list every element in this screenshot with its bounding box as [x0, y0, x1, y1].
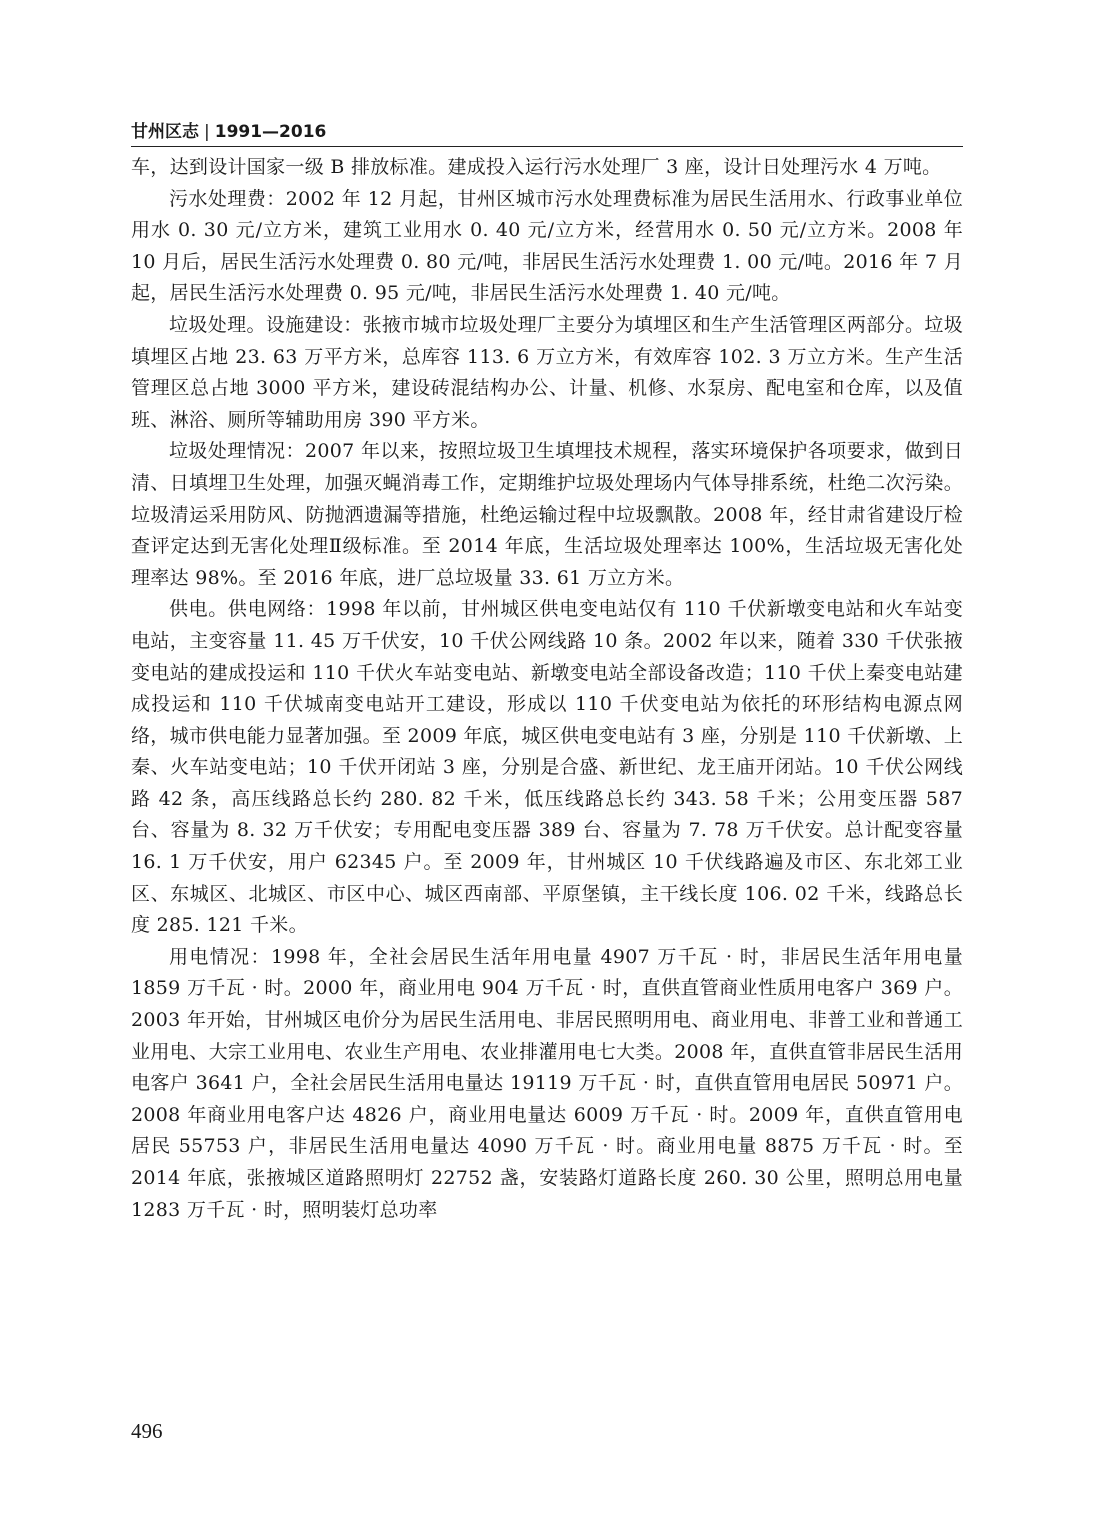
paragraph-garbage-handling: 垃圾处理情况：2007 年以来，按照垃圾卫生填埋技术规程，落实环境保护各项要求，做到日清、日填埋卫生处理，加强灭蝇消毒工作，定期维护垃圾处理场内气体导排系统，杜绝二次污染。垃圾清运采用防风、防抛洒遗漏等措施，杜绝运输过程中垃圾飘散。2008 年，经甘肃省建设厅检查评定达到无害化处理Ⅱ级标准。至 2014 年底，生活垃圾处理率达 100%，生活垃圾无害化处理率达 98%。至 2016 年底，进厂总垃圾量 33. 61 万立方米。: [131, 440, 963, 589]
book-title: 甘州区志: [131, 122, 199, 142]
paragraph-continued: 车，达到设计国家一级 B 排放标准。建成投入运行污水处理厂 3 座，设计日处理污水 4 万吨。: [131, 156, 942, 178]
paragraph-power-supply: 供电。供电网络：1998 年以前，甘州城区供电变电站仅有 110 千伏新墩变电站和火车站变电站，主变容量 11. 45 万千伏安，10 千伏公网线路 10 条。2002 年以来，随着 330 千伏张掖变电站的建成投运和 110 千伏火车站变电站、新墩变电站全部设备改造；110 千伏上秦变电站建成投运和 110 千伏城南变电站开工建设，形成以 110 千伏变电站为依托的环形结构电源点网络，城市供电能力显著加强。至 2009 年底，城区供电变电站有 3 座，分别是 110 千伏新墩、上秦、火车站变电站；10 千伏开闭站 3 座，分别是合盛、新世纪、龙王庙开闭站。10 千伏公网线路 42 条，高压线路总长约 280. 82 千米，低压线路总长约 343. 58 千米；公用变压器 587 台、容量为 8. 32 万千伏安；专用配电变压器 389 台、容量为 7. 78 万千伏安。总计配变容量 16. 1 万千伏安，用户 62345 户。至 2009 年，甘州城区 10 千伏线路遍及市区、东北郊工业区、东城区、北城区、市区中心、城区西南部、平原堡镇，主干线长度 106. 02 千米，线路总长度 285. 121 千米。: [131, 598, 963, 937]
paragraph-sewage-fee: 污水处理费：2002 年 12 月起，甘州区城市污水处理费标准为居民生活用水、行政事业单位用水 0. 30 元/立方米，建筑工业用水 0. 40 元/立方米，经营用水 0. 50 元/立方米。2008 年 10 月后，居民生活污水处理费 0. 80 元/吨，非居民生活污水处理费 1. 00 元/吨。2016 年 7 月起，居民生活污水处理费 0. 95 元/吨，非居民生活污水处理费 1. 40 元/吨。: [131, 187, 963, 305]
running-header: [131, 119, 963, 147]
header-rule: [131, 146, 963, 147]
page-number: 496: [131, 1419, 163, 1443]
paragraph-garbage-facility: 垃圾处理。设施建设：张掖市城市垃圾处理厂主要分为填埋区和生产生活管理区两部分。垃圾填埋区占地 23. 63 万平方米，总库容 113. 6 万立方米，有效库容 102. 3 万立方米。生产生活管理区总占地 3000 平方米，建设砖混结构办公、计量、机修、水泵房、配电室和仓库，以及值班、淋浴、厕所等辅助用房 390 平方米。: [131, 313, 963, 431]
body-text: [131, 152, 963, 1226]
paragraph-electricity-use: 用电情况：1998 年，全社会居民生活年用电量 4907 万千瓦 · 时，非居民生活年用电量 1859 万千瓦 · 时。2000 年，商业用电 904 万千瓦 · 时，直供直管商业性质用电客户 369 户。2003 年开始，甘州城区电价分为居民生活用电、非居民照明用电、商业用电、非普工业和普通工业用电、大宗工业用电、农业生产用电、农业排灌用电七大类。2008 年，直供直管非居民生活用电客户 3641 户，全社会居民生活用电量达 19119 万千瓦 · 时，直供直管用电居民 50971 户。2008 年商业用电客户达 4826 户，商业用电量达 6009 万千瓦 · 时。2009 年，直供直管用电居民 55753 户，非居民生活用电量达 4090 万千瓦 · 时。商业用电量 8875 万千瓦 · 时。至 2014 年底，张掖城区道路照明灯 22752 盏，安装路灯道路长度 260. 30 公里，照明总用电量 1283 万千瓦 · 时，照明装灯总功率: [131, 945, 963, 1221]
header-separator: |: [204, 122, 210, 142]
year-range: 1991—2016: [214, 122, 327, 142]
